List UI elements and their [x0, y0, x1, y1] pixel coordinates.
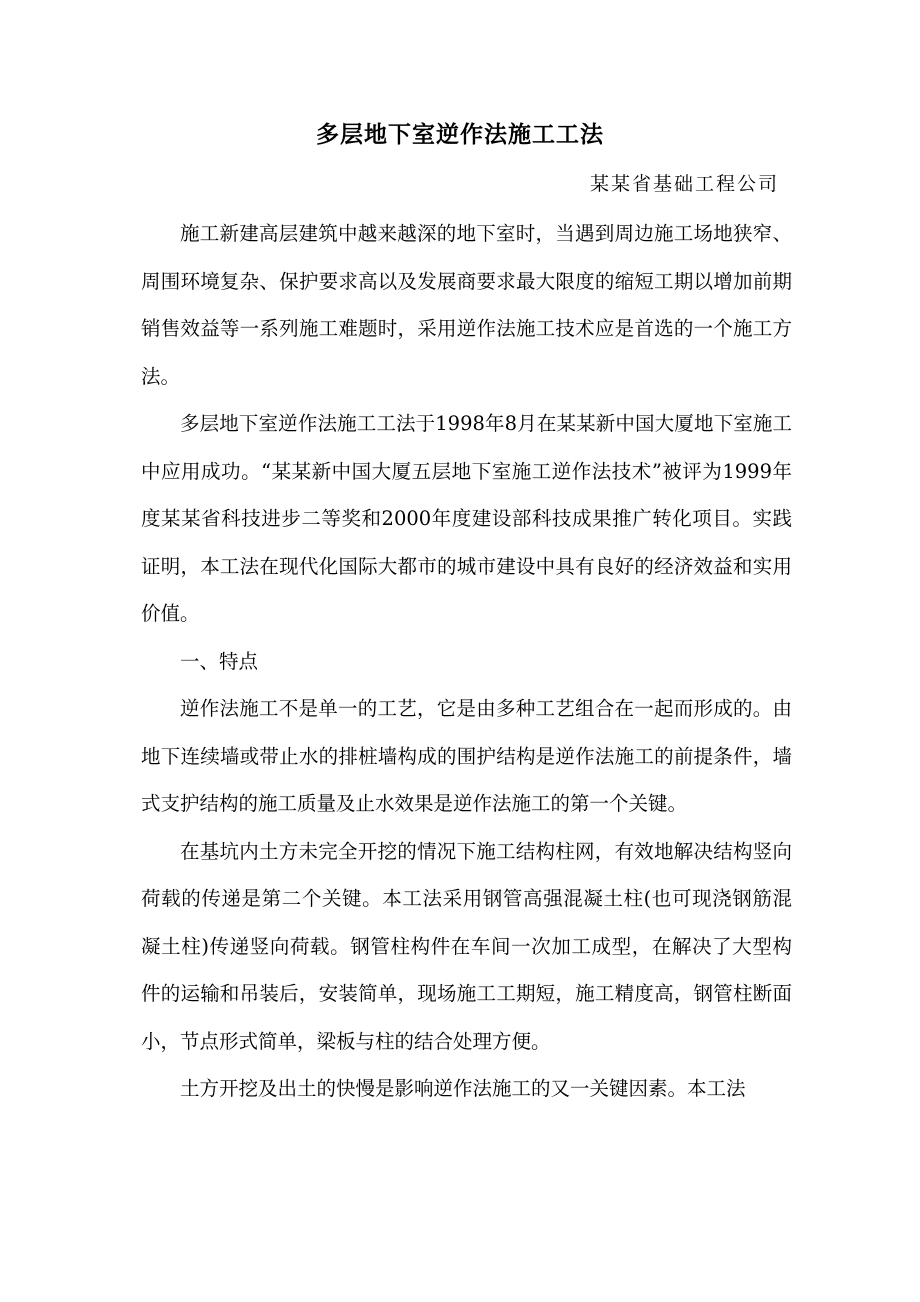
paragraph: 逆作法施工不是单一的工艺，它是由多种工艺组合在一起而形成的。由地下连续墙或带止水的排桩墙构成的围护结构是逆作法施工的前提条件，墙式支护结构的施工质量及止水效果是逆作法施工的第一个关键。 — [141, 697, 792, 815]
paragraph: 多层地下室逆作法施工工法于1998年8月在某某新中国大厦地下室施工中应用成功。“某某新中国大厦五层地下室施工逆作法技术”被评为1999年度某某省科技进步二等奖和2000年度建设部科技成果推广转化项目。实践证明，本工法在现代化国际大都市的城市建设中具有良好的经济效益和实用价值。 — [141, 412, 792, 625]
document-title: 多层地下室逆作法施工工法 — [316, 121, 604, 148]
document-organization: 某某省基础工程公司 — [589, 173, 779, 195]
paragraph: 土方开挖及出土的快慢是影响逆作法施工的又一关键因素。本工法 — [180, 1077, 746, 1100]
paragraph: 在基坑内土方未完全开挖的情况下施工结构柱网，有效地解决结构竖向荷载的传递是第二个关键。本工法采用钢管高强混凝土柱(也可现浇钢筋混凝土柱)传递竖向荷载。钢管柱构件在车间一次加工成型，在解决了大型构件的运输和吊装后，安装简单，现场施工工期短，施工精度高，钢管柱断面小，节点形式简单，梁板与柱的结合处理方便。 — [141, 839, 792, 1053]
section-heading: 一、特点 — [180, 649, 259, 673]
document-body — [141, 210, 792, 1113]
paragraph: 施工新建高层建筑中越来越深的地下室时，当遇到周边施工场地狭窄、周围环境复杂、保护要求高以及发展商要求最大限度的缩短工期以增加前期销售效益等一系列施工难题时，采用逆作法施工技术应是首选的一个施工方法。 — [141, 222, 792, 388]
